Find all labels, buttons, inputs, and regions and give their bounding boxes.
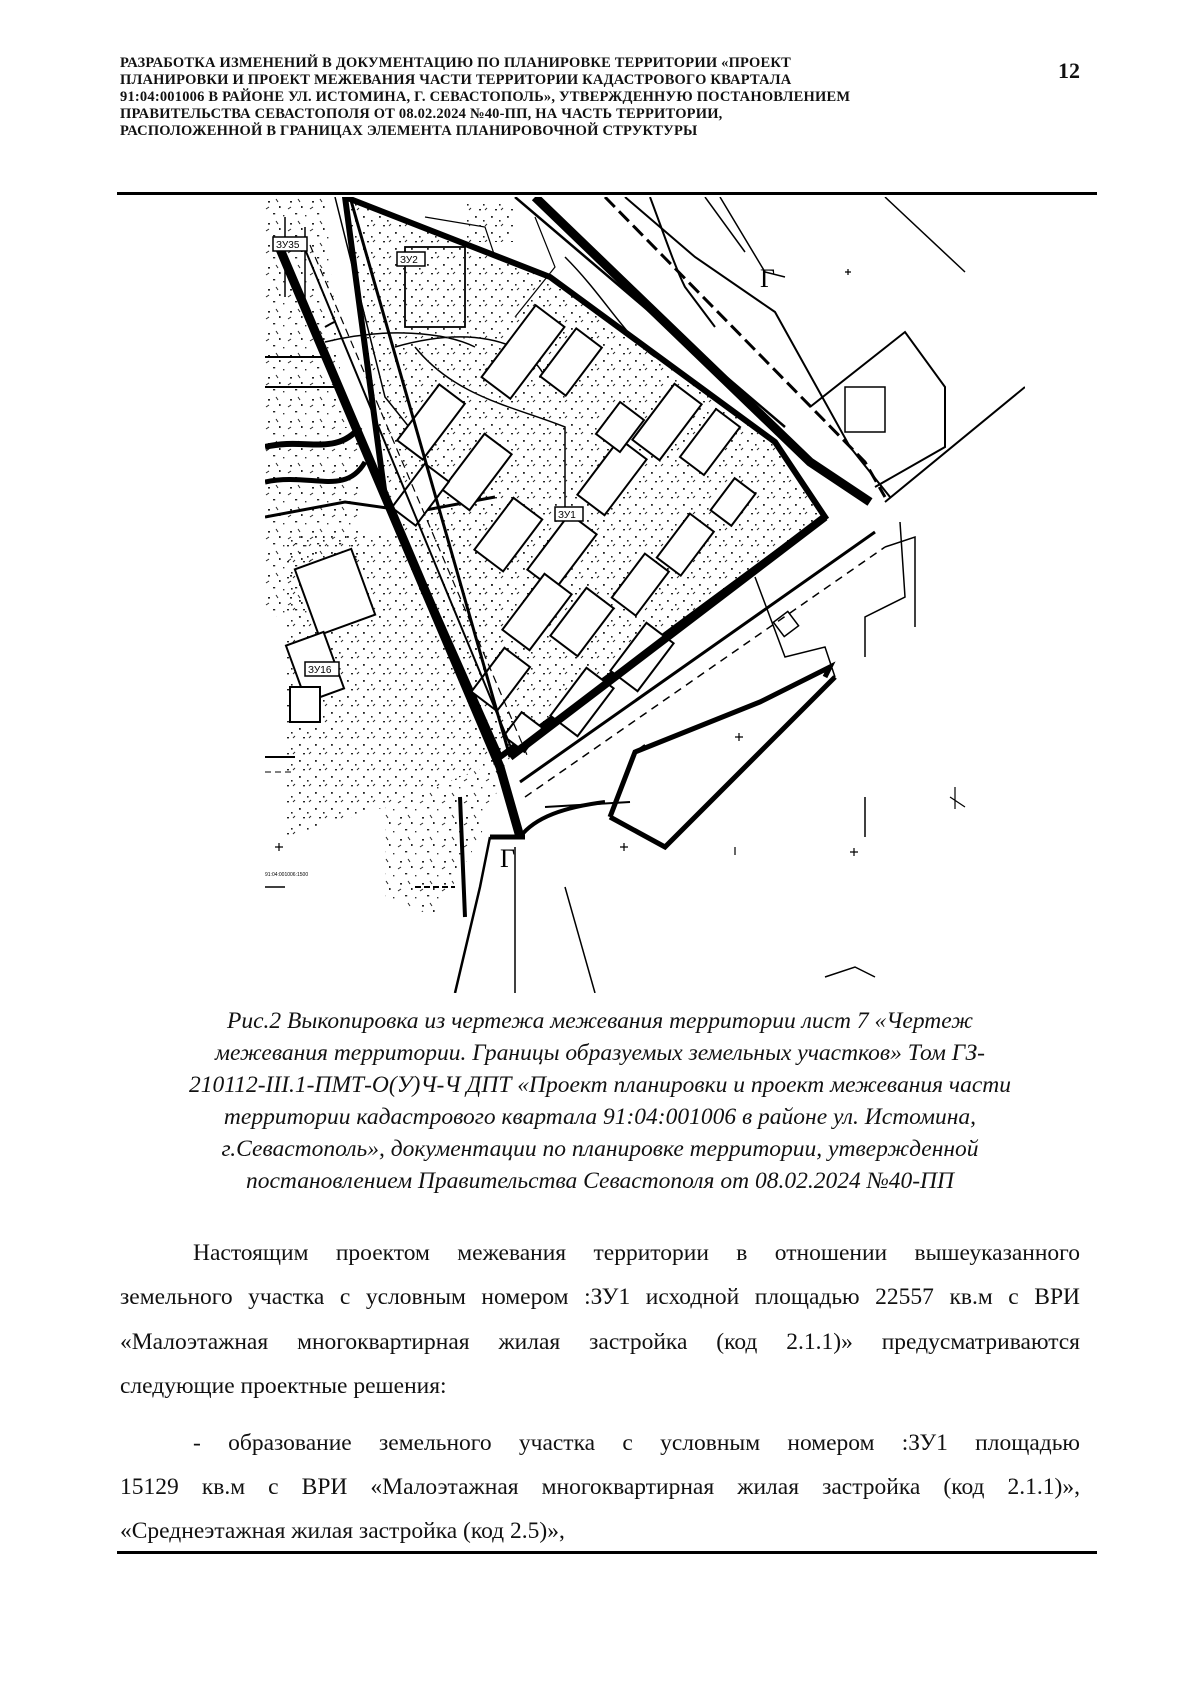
header-line: 91:04:001006 В РАЙОНЕ УЛ. ИСТОМИНА, Г. СЕВАСТОПОЛЬ», УТВЕРЖДЕННУЮ ПОСТАНОВЛЕНИЕМ bbox=[120, 89, 851, 105]
label-cadastral: 91:04:001006:1500 bbox=[265, 872, 309, 878]
label-zu1: ЗУ1 bbox=[558, 510, 576, 521]
header-line: РАСПОЛОЖЕННОЙ В ГРАНИЦАХ ЭЛЕМЕНТА ПЛАНИРОВОЧНОЙ СТРУКТУРЫ bbox=[120, 123, 698, 139]
caption-line: г.Севастополь», документации по планировке территории, утвержденной bbox=[221, 1136, 979, 1162]
caption-line: 210112-III.1-ПМТ-О(У)Ч-Ч ДПТ «Проект планировки и проект межевания части bbox=[188, 1072, 1012, 1098]
paragraph-1-line: следующие проектные решения: bbox=[120, 1373, 447, 1399]
paragraph-1-line: Настоящим проектом межевания территории в отношении вышеуказанного bbox=[193, 1240, 1080, 1266]
page-number: 12 bbox=[1058, 58, 1080, 83]
label-zu35: ЗУ35 bbox=[276, 240, 300, 251]
caption-line: постановлением Правительства Севастополя от 08.02.2024 №40-ПП bbox=[246, 1168, 954, 1194]
caption-line: территории кадастрового квартала 91:04:001006 в районе ул. Истомина, bbox=[223, 1104, 977, 1130]
document-header bbox=[120, 55, 1080, 140]
header-line: ПЛАНИРОВКИ И ПРОЕКТ МЕЖЕВАНИЯ ЧАСТИ ТЕРРИТОРИИ КАДАСТРОВОГО КВАРТАЛА bbox=[120, 72, 792, 88]
label-g-top: Г bbox=[760, 264, 776, 293]
label-zu2: ЗУ2 bbox=[400, 255, 418, 266]
header-line: РАЗРАБОТКА ИЗМЕНЕНИЙ В ДОКУМЕНТАЦИЮ ПО ПЛАНИРОВКЕ ТЕРРИТОРИИ «ПРОЕКТ bbox=[120, 55, 791, 71]
caption-line: Рис.2 Выкопировка из чертежа межевания территории лист 7 «Чертеж bbox=[227, 1008, 973, 1034]
header-rule bbox=[117, 192, 1097, 195]
paragraph-1-line: земельного участка с условным номером :ЗУ1 исходной площадью 22557 кв.м с ВРИ bbox=[120, 1284, 1080, 1310]
figure-caption bbox=[150, 1005, 1050, 1197]
paragraph-2-line: - образование земельного участка с условным номером :ЗУ1 площадью bbox=[193, 1430, 1080, 1456]
cadastral-map bbox=[265, 197, 1025, 993]
label-g-bottom: Г bbox=[500, 844, 516, 873]
caption-line: межевания территории. Границы образуемых земельных участков» Том ГЗ- bbox=[215, 1040, 985, 1066]
paragraph-2-line: «Среднеэтажная жилая застройка (код 2.5)», bbox=[120, 1518, 565, 1544]
header-line: ПРАВИТЕЛЬСТВА СЕВАСТОПОЛЯ ОТ 08.02.2024 №40-ПП, НА ЧАСТЬ ТЕРРИТОРИИ, bbox=[120, 106, 723, 122]
paragraph-2-line: 15129 кв.м с ВРИ «Малоэтажная многоквартирная жилая застройка (код 2.1.1)», bbox=[120, 1474, 1080, 1500]
paragraph-1-line: «Малоэтажная многоквартирная жилая застройка (код 2.1.1)» предусматриваются bbox=[120, 1329, 1080, 1355]
label-zu16: ЗУ16 bbox=[308, 665, 332, 676]
footer-rule bbox=[117, 1551, 1097, 1554]
